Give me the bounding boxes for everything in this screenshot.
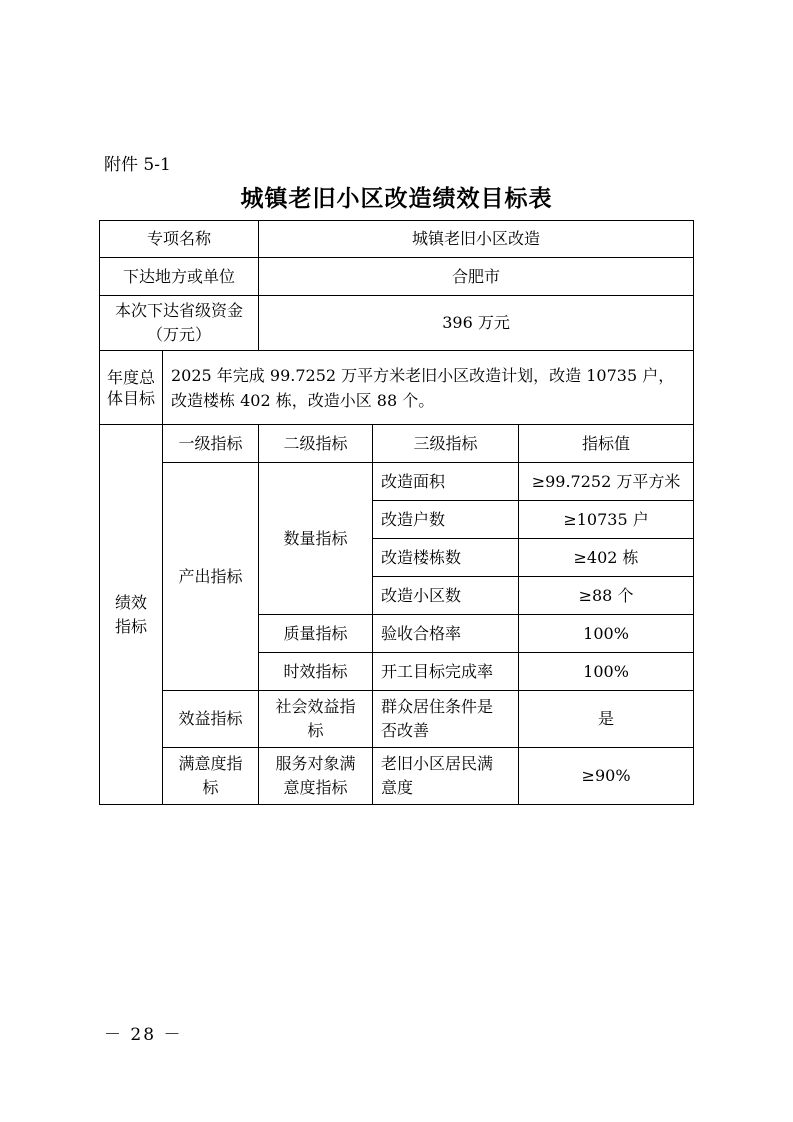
performance-indicators-label: 绩效指标 xyxy=(100,425,163,805)
attachment-label: 附件 5-1 xyxy=(104,155,171,175)
table-row xyxy=(100,258,694,296)
project-name-label: 专项名称 xyxy=(100,221,259,258)
header-value: 指标值 xyxy=(519,425,694,463)
indicator-value: ≥402 栋 xyxy=(519,539,694,577)
indicator-cell: 老旧小区居民满意度 xyxy=(373,748,519,805)
indicator-value: ≥90% xyxy=(519,748,694,805)
funds-label xyxy=(100,296,259,351)
performance-table xyxy=(99,220,694,805)
indicator-value: ≥10735 户 xyxy=(519,501,694,539)
level1-satisfaction: 满意度指标 xyxy=(163,748,259,805)
level1-output: 产出指标 xyxy=(163,463,259,691)
table-row xyxy=(100,221,694,258)
header-level2: 二级指标 xyxy=(259,425,373,463)
page-number: － 28 － xyxy=(104,1025,183,1045)
project-name-value: 城镇老旧小区改造 xyxy=(259,221,694,258)
indicator-cell: 改造面积 xyxy=(373,463,519,501)
indicator-value: 是 xyxy=(519,691,694,748)
indicator-cell: 改造楼栋数 xyxy=(373,539,519,577)
table-row xyxy=(100,296,694,351)
level1-benefit: 效益指标 xyxy=(163,691,259,748)
indicator-cell: 验收合格率 xyxy=(373,615,519,653)
indicator-value: 100% xyxy=(519,653,694,691)
header-level1: 一级指标 xyxy=(163,425,259,463)
table-row xyxy=(100,748,694,805)
level2-quality: 质量指标 xyxy=(259,615,373,653)
annual-goal-text: 2025 年完成 99.7252 万平方米老旧小区改造计划，改造 10735 户，改造楼栋 402 栋，改造小区 88 个。 xyxy=(163,351,694,425)
funds-label-line1: 本次下达省级资金 xyxy=(115,301,244,320)
level2-service: 服务对象满意度指标 xyxy=(259,748,373,805)
table-row xyxy=(100,351,694,425)
region-label: 下达地方或单位 xyxy=(100,258,259,296)
region-value: 合肥市 xyxy=(259,258,694,296)
indicator-value: 100% xyxy=(519,615,694,653)
indicator-cell: 改造小区数 xyxy=(373,577,519,615)
indicator-cell: 改造户数 xyxy=(373,501,519,539)
document-title: 城镇老旧小区改造绩效目标表 xyxy=(240,185,553,212)
level2-quantity: 数量指标 xyxy=(259,463,373,615)
level2-timeliness: 时效指标 xyxy=(259,653,373,691)
table-row xyxy=(100,425,694,463)
header-level3: 三级指标 xyxy=(373,425,519,463)
funds-value: 396 万元 xyxy=(259,296,694,351)
table-row xyxy=(100,691,694,748)
indicator-value: ≥88 个 xyxy=(519,577,694,615)
table-row xyxy=(100,463,694,501)
level2-social: 社会效益指标 xyxy=(259,691,373,748)
indicator-cell: 开工目标完成率 xyxy=(373,653,519,691)
annual-goal-label: 年度总体目标 xyxy=(100,351,163,425)
indicator-value: ≥99.7252 万平方米 xyxy=(519,463,694,501)
indicator-cell: 群众居住条件是否改善 xyxy=(373,691,519,748)
funds-label-line2: （万元） xyxy=(147,325,212,344)
